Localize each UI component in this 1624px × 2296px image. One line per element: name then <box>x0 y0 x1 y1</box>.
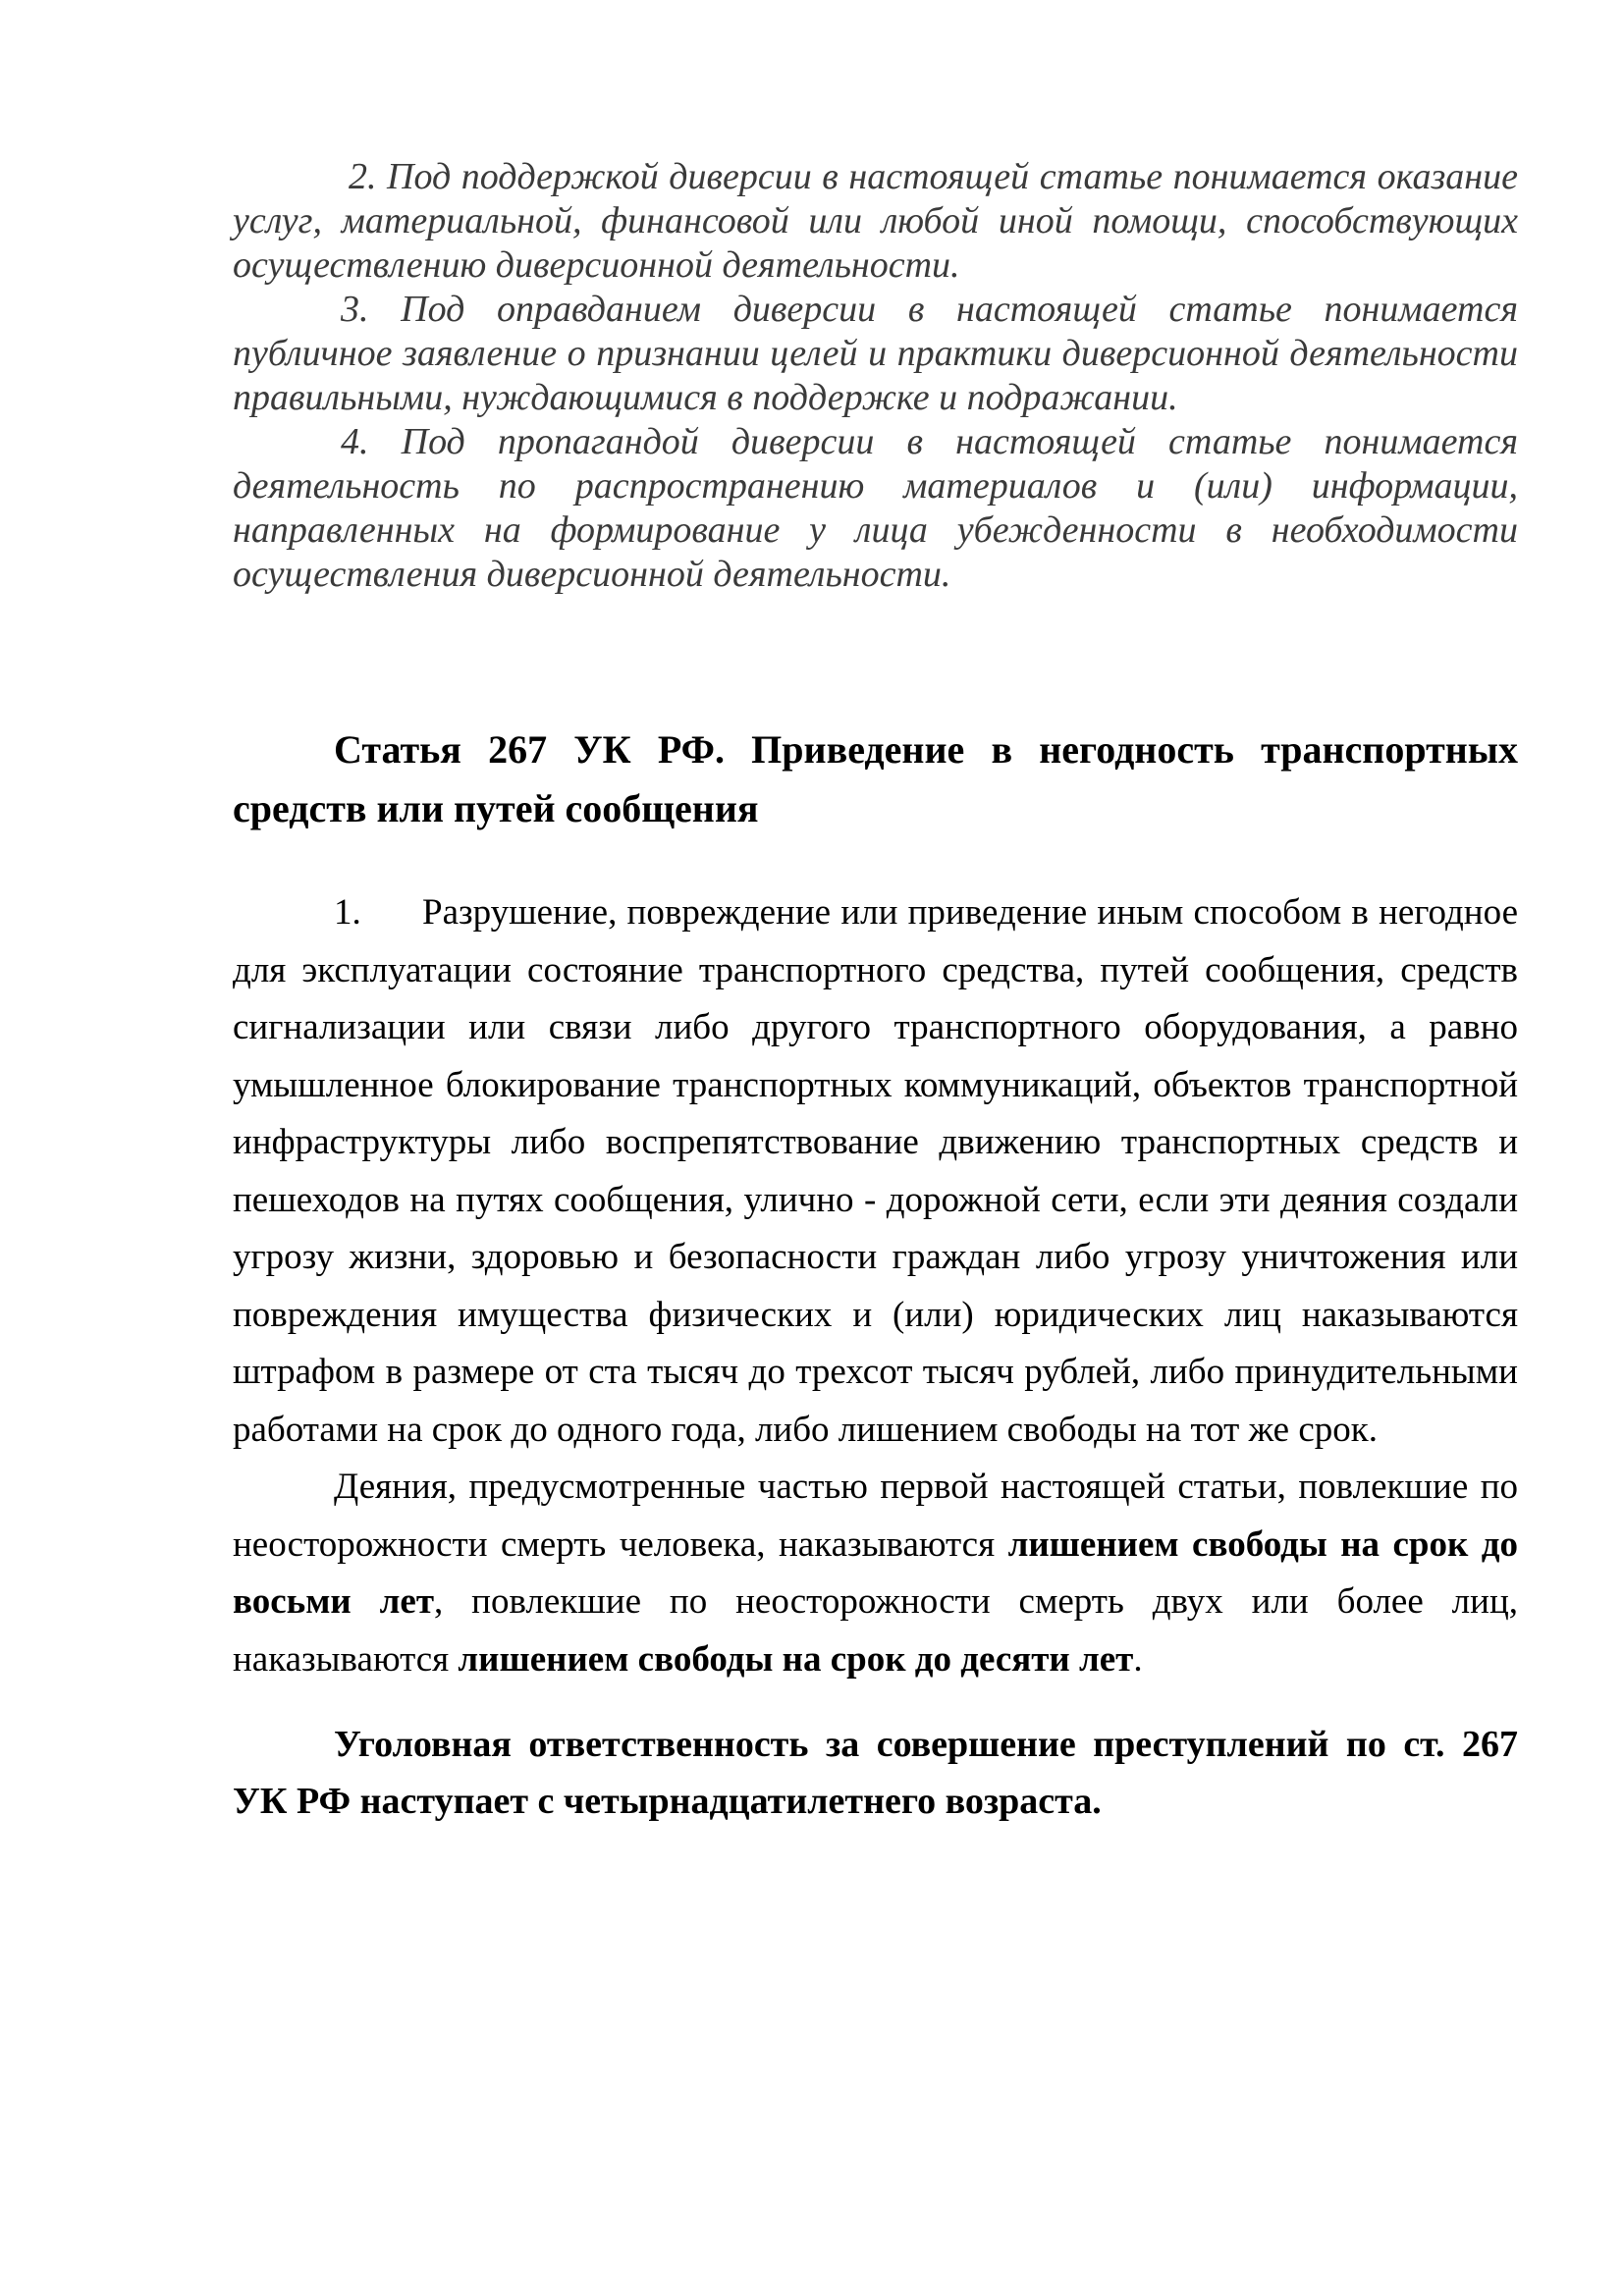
definition-support: 2. Под поддержкой диверсии в настоящей статье понимается оказание услуг, материальной, финансовой или любой иной помощи, способствующих осуществлению диверсионной деятельности. <box>233 156 1518 286</box>
article-body <box>233 884 1518 1688</box>
article-title: Статья 267 УК РФ. Приведение в негодность транспортных средств или путей сообщения <box>233 727 1518 830</box>
definition-propaganda: 4. Под пропагандой диверсии в настоящей статье понимается деятельность по распространению материалов и (или) информации, направленных на формирование у лица убежденности в необходимости осуществления диверсионной деятельности. <box>233 421 1518 595</box>
article-part-2 <box>233 1459 1518 1688</box>
part-2-text-c: . <box>1133 1638 1143 1680</box>
part-2-text-a: Деяния, предусмотренные частью первой настоящей статьи, повлекшие по неосторожности смерть человека, наказываются <box>233 1467 1518 1565</box>
article-part-1 <box>233 884 1518 1459</box>
definition-justification: 3. Под оправданием диверсии в настоящей статье понимается публичное заявление о признании целей и практики диверсионной деятельности правильными, нуждающимися в поддержке и подражании. <box>233 289 1518 418</box>
part-2-text-b: , повлекшие по неосторожности смерть двух или более лиц, наказываются <box>233 1581 1518 1680</box>
part-number: 1. <box>334 892 361 933</box>
sabotage-definitions <box>233 155 1518 597</box>
penalty-eight-years: лишением свободы на срок до восьми лет <box>233 1523 1518 1622</box>
part-1-text: Разрушение, повреждение или приведение иным способом в негодное для эксплуатации состояние транспортного средства, путей сообщения, средств сигнализации или связи либо другого транспортного оборудования, а равно умышленное блокирование транспортных коммуникаций, объектов транспортной инфраструктуры либо воспрепятствование движению транспортных средств и пешеходов на путях сообщения, улично - дорожной сети, если эти деяния создали угрозу жизни, здоровью и безопасности граждан либо угрозу уничтожения или повреждения имущества физических и (или) юридических лиц наказываются штрафом в размере от ста тысяч до трехсот тысяч рублей, либо принудительными работами на срок до одного года, либо лишением свободы на тот же срок. <box>233 892 1518 1450</box>
document-page <box>233 155 1518 1830</box>
liability-age-note: Уголовная ответственность за совершение преступлений по ст. 267 УК РФ наступает с четырнадцатилетнего возраста. <box>233 1724 1518 1822</box>
penalty-ten-years: лишением свободы на срок до десяти лет <box>458 1638 1134 1680</box>
